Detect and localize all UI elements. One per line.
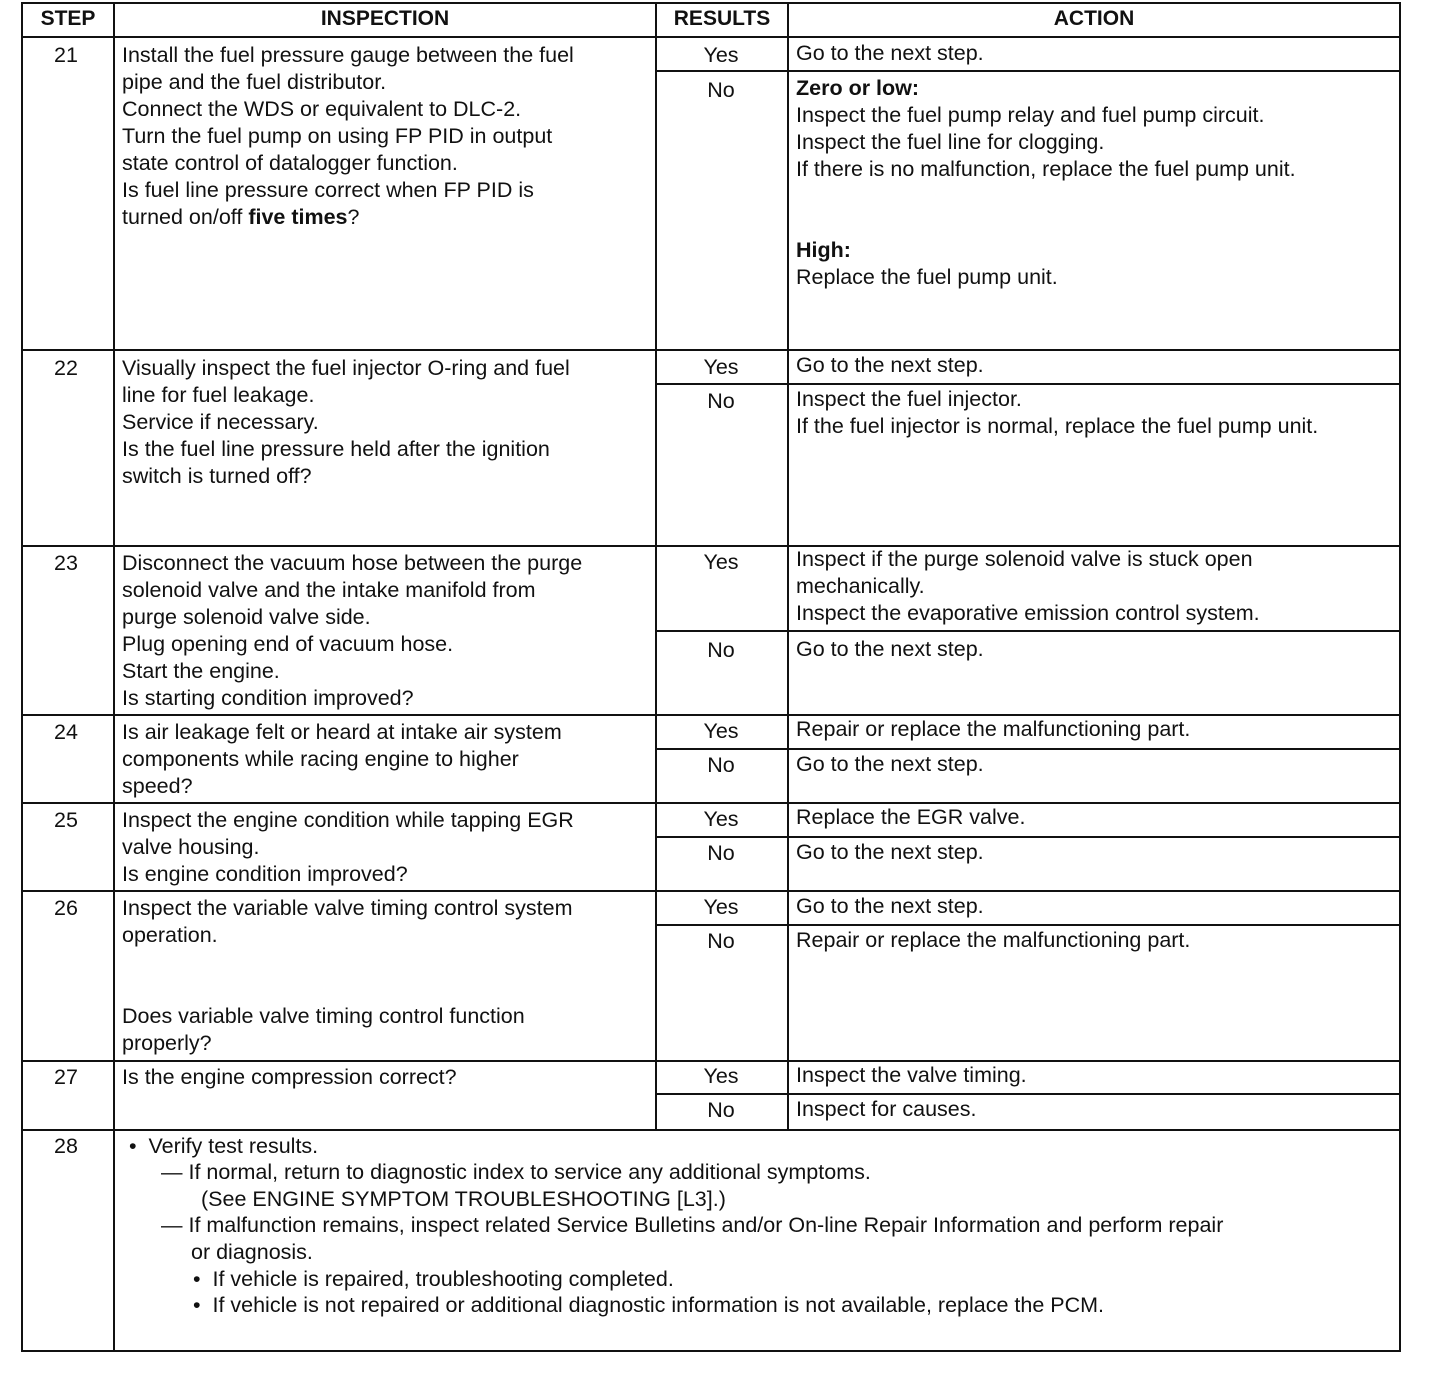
yes-no-divider [657,630,1401,632]
action-yes: Inspect the valve timing. [796,1063,1027,1087]
header-inspection: INSPECTION [320,7,450,30]
step-number: 21 [54,43,78,67]
inspection-text: Inspect the variable valve timing control system operation. Does variable valve timing control function properly? [122,896,573,1055]
action-no: Go to the next step. [796,637,984,661]
inspection-text: Install the fuel pressure gauge between the fuel pipe and the fuel distributor. Connect the WDS or equivalent to DLC-2. Turn the fuel pump on using FP PID in output state control of datalogger function. Is fuel line pressure correct when FP PID is turned on/off five times? [122,43,574,229]
result-no: No [707,638,735,662]
action-no: Repair or replace the malfunctioning part. [796,928,1191,952]
step-column-divider [113,2,115,1352]
inspection-text: Is air leakage felt or heard at intake air system components while racing engine to higher speed? [122,720,562,798]
header-divider [21,36,1401,38]
row-divider [21,1129,1401,1131]
row-divider [21,890,1401,892]
action-yes: Go to the next step. [796,41,984,65]
row-divider [21,1060,1401,1062]
row-divider [21,802,1401,804]
yes-no-divider [657,70,1401,72]
action-yes: Go to the next step. [796,353,984,377]
result-yes: Yes [703,550,739,574]
result-yes: Yes [703,895,739,919]
inspection-text: Inspect the engine condition while tapping EGR valve housing. Is engine condition improved? [122,808,574,886]
final-line: • If vehicle is not repaired or additional diagnostic information is not available, replace the PCM. [193,1293,1105,1317]
action-no: Inspect for causes. [796,1097,977,1121]
final-line: — If malfunction remains, inspect related Service Bulletins and/or On-line Repair Information and perform repair [161,1213,1224,1237]
diagnostic-table [21,2,1401,1352]
step-number: 23 [54,551,78,575]
table-border-bottom [21,1350,1401,1352]
result-no: No [707,78,735,102]
result-yes: Yes [703,1064,739,1088]
inspection-text: Disconnect the vacuum hose between the purge solenoid valve and the intake manifold from purge solenoid valve side. Plug opening end of vacuum hose. Start the engine. Is starting condition improved? [122,551,583,710]
yes-no-divider [657,383,1401,385]
result-no: No [707,753,735,777]
final-line: — If normal, return to diagnostic index to service any additional symptoms. [161,1160,871,1184]
action-no: Go to the next step. [796,752,984,776]
result-yes: Yes [703,43,739,67]
table-border-right [1399,2,1401,1352]
header-step: STEP [40,7,96,30]
action-no: Go to the next step. [796,840,984,864]
yes-no-divider [657,924,1401,926]
step-number: 26 [54,896,78,920]
action-yes: Go to the next step. [796,894,984,918]
result-yes: Yes [703,807,739,831]
step-number: 25 [54,808,78,832]
action-no: Inspect the fuel injector. If the fuel injector is normal, replace the fuel pump unit. [796,387,1319,438]
yes-no-divider [657,748,1401,750]
final-line: • Verify test results. [129,1134,319,1158]
final-line: (See ENGINE SYMPTOM TROUBLESHOOTING [L3].) [201,1187,726,1211]
action-no: Zero or low: Inspect the fuel pump relay and fuel pump circuit. Inspect the fuel line for clogging. If there is no malfunction, replace the fuel pump unit. High: Replace the fuel pump unit. [796,76,1296,289]
step-number: 28 [54,1134,78,1158]
result-no: No [707,1098,735,1122]
step-number: 24 [54,720,78,744]
yes-no-divider [657,1093,1401,1095]
inspection-text: Is the engine compression correct? [122,1065,457,1089]
action-yes: Replace the EGR valve. [796,805,1026,829]
action-yes: Repair or replace the malfunctioning part. [796,717,1191,741]
action-yes: Inspect if the purge solenoid valve is stuck open mechanically. Inspect the evaporative emission control system. [796,547,1260,625]
step-number: 27 [54,1065,78,1089]
result-yes: Yes [703,355,739,379]
row-divider [21,714,1401,716]
step-number: 22 [54,356,78,380]
final-line: • If vehicle is repaired, troubleshooting completed. [193,1267,674,1291]
inspection-text: Visually inspect the fuel injector O-ring and fuel line for fuel leakage. Service if necessary. Is the fuel line pressure held after the ignition switch is turned off? [122,356,570,488]
row-divider [21,349,1401,351]
results-column-divider [787,2,789,1130]
final-line: or diagnosis. [191,1240,313,1264]
result-no: No [707,389,735,413]
header-action: ACTION [1053,7,1135,30]
result-yes: Yes [703,719,739,743]
header-results: RESULTS [673,7,771,30]
result-no: No [707,841,735,865]
yes-no-divider [657,836,1401,838]
result-no: No [707,929,735,953]
